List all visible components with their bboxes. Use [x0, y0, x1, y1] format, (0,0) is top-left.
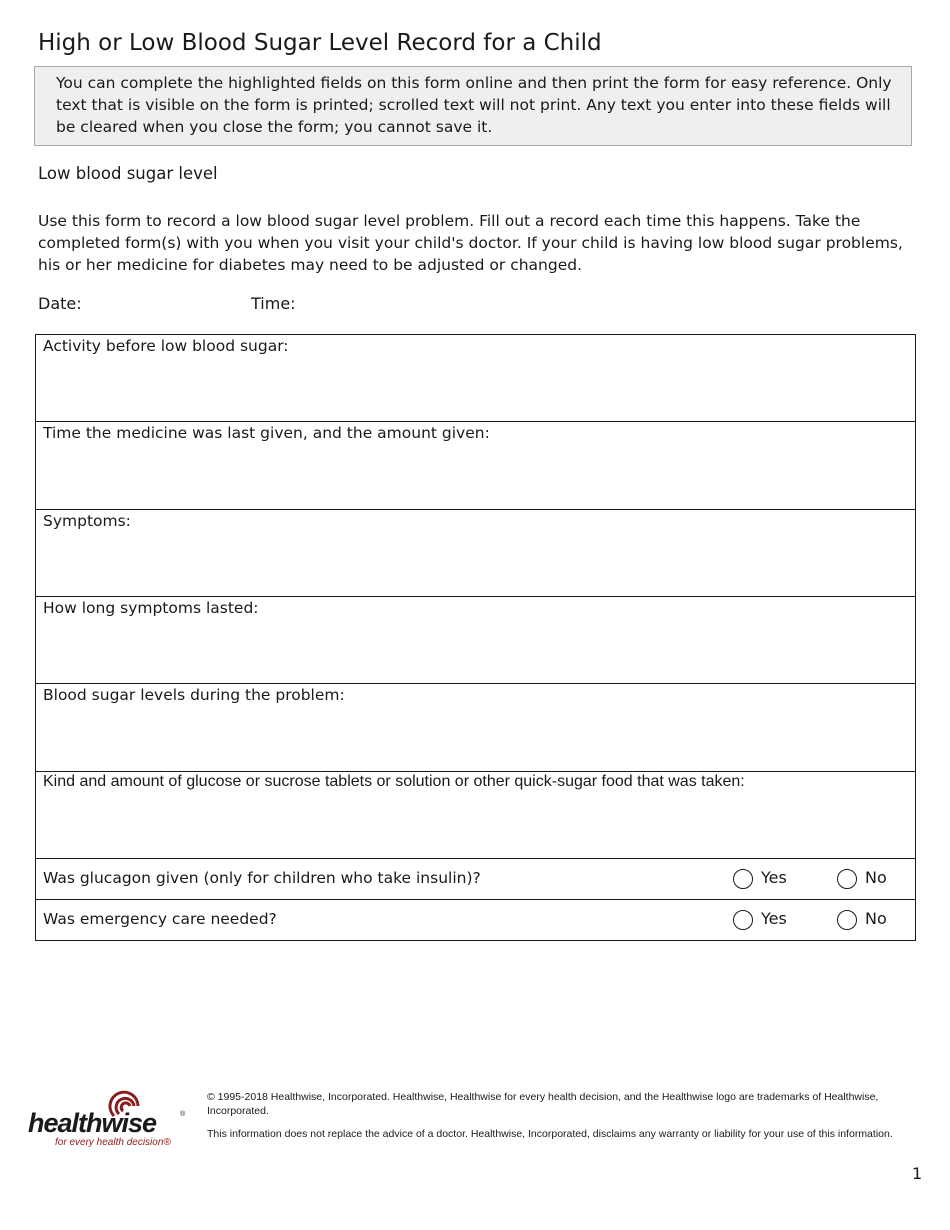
page-number: 1	[912, 1164, 923, 1183]
medicine-field[interactable]	[36, 422, 915, 510]
field-label: How long symptoms lasted:	[43, 599, 259, 617]
quick-sugar-field[interactable]	[36, 772, 915, 859]
field-label: Blood sugar levels during the problem:	[43, 686, 345, 704]
emergency-care-question-row	[36, 900, 915, 940]
symptoms-field[interactable]	[36, 510, 915, 597]
copyright-notice: © 1995-2018 Healthwise, Incorporated. Healthwise, Healthwise for every health decision, and the Healthwise logo are trademarks of Healthwise, Incorporated.	[207, 1091, 879, 1117]
intro-paragraph: Use this form to record a low blood sugar level problem. Fill out a record each time this happens. Take the completed form(s) with you when you visit your child's doctor. If your child is having low blood sugar problems, his or her medicine for diabetes may need to be adjusted or changed.	[38, 212, 903, 274]
logo-registered-mark: ®	[180, 1111, 186, 1118]
logo-wordmark: healthwise	[28, 1108, 157, 1138]
field-label: Symptoms:	[43, 512, 131, 530]
date-label: Date:	[38, 294, 82, 313]
question-label: Was emergency care needed?	[43, 910, 277, 928]
time-label: Time:	[251, 294, 296, 313]
glucagon-question-row	[36, 859, 915, 900]
glucagon-yes-radio[interactable]	[733, 869, 753, 889]
emergency-no-radio[interactable]	[837, 910, 857, 930]
online-form-notice: You can complete the highlighted fields on this form online and then print the form for easy reference. Only text that is visible on the form is printed; scrolled text will not print. Any text you enter into these fields will be cleared when you close the form; you cannot save it.	[34, 66, 912, 146]
record-table	[35, 334, 916, 941]
radio-label-yes: Yes	[761, 868, 787, 887]
glucagon-no-radio[interactable]	[837, 869, 857, 889]
radio-label-yes: Yes	[761, 909, 787, 928]
blood-sugar-levels-field[interactable]	[36, 684, 915, 772]
logo-tagline: for every health decision®	[55, 1137, 171, 1148]
emergency-yes-radio[interactable]	[733, 910, 753, 930]
section-heading: Low blood sugar level	[38, 164, 218, 183]
field-label: Activity before low blood sugar:	[43, 337, 289, 355]
activity-field[interactable]	[36, 335, 915, 422]
form-title: High or Low Blood Sugar Level Record for a Child	[38, 30, 602, 56]
question-label: Was glucagon given (only for children who take insulin)?	[43, 869, 481, 887]
healthwise-logo	[28, 1084, 193, 1152]
disclaimer: This information does not replace the advice of a doctor. Healthwise, Incorporated, disclaims any warranty or liability for your use of this information.	[207, 1128, 893, 1140]
radio-label-no: No	[865, 868, 887, 887]
symptom-duration-field[interactable]	[36, 597, 915, 684]
radio-label-no: No	[865, 909, 887, 928]
field-label: Kind and amount of glucose or sucrose tablets or solution or other quick-sugar food that was taken:	[43, 773, 745, 790]
field-label: Time the medicine was last given, and the amount given:	[43, 424, 490, 442]
